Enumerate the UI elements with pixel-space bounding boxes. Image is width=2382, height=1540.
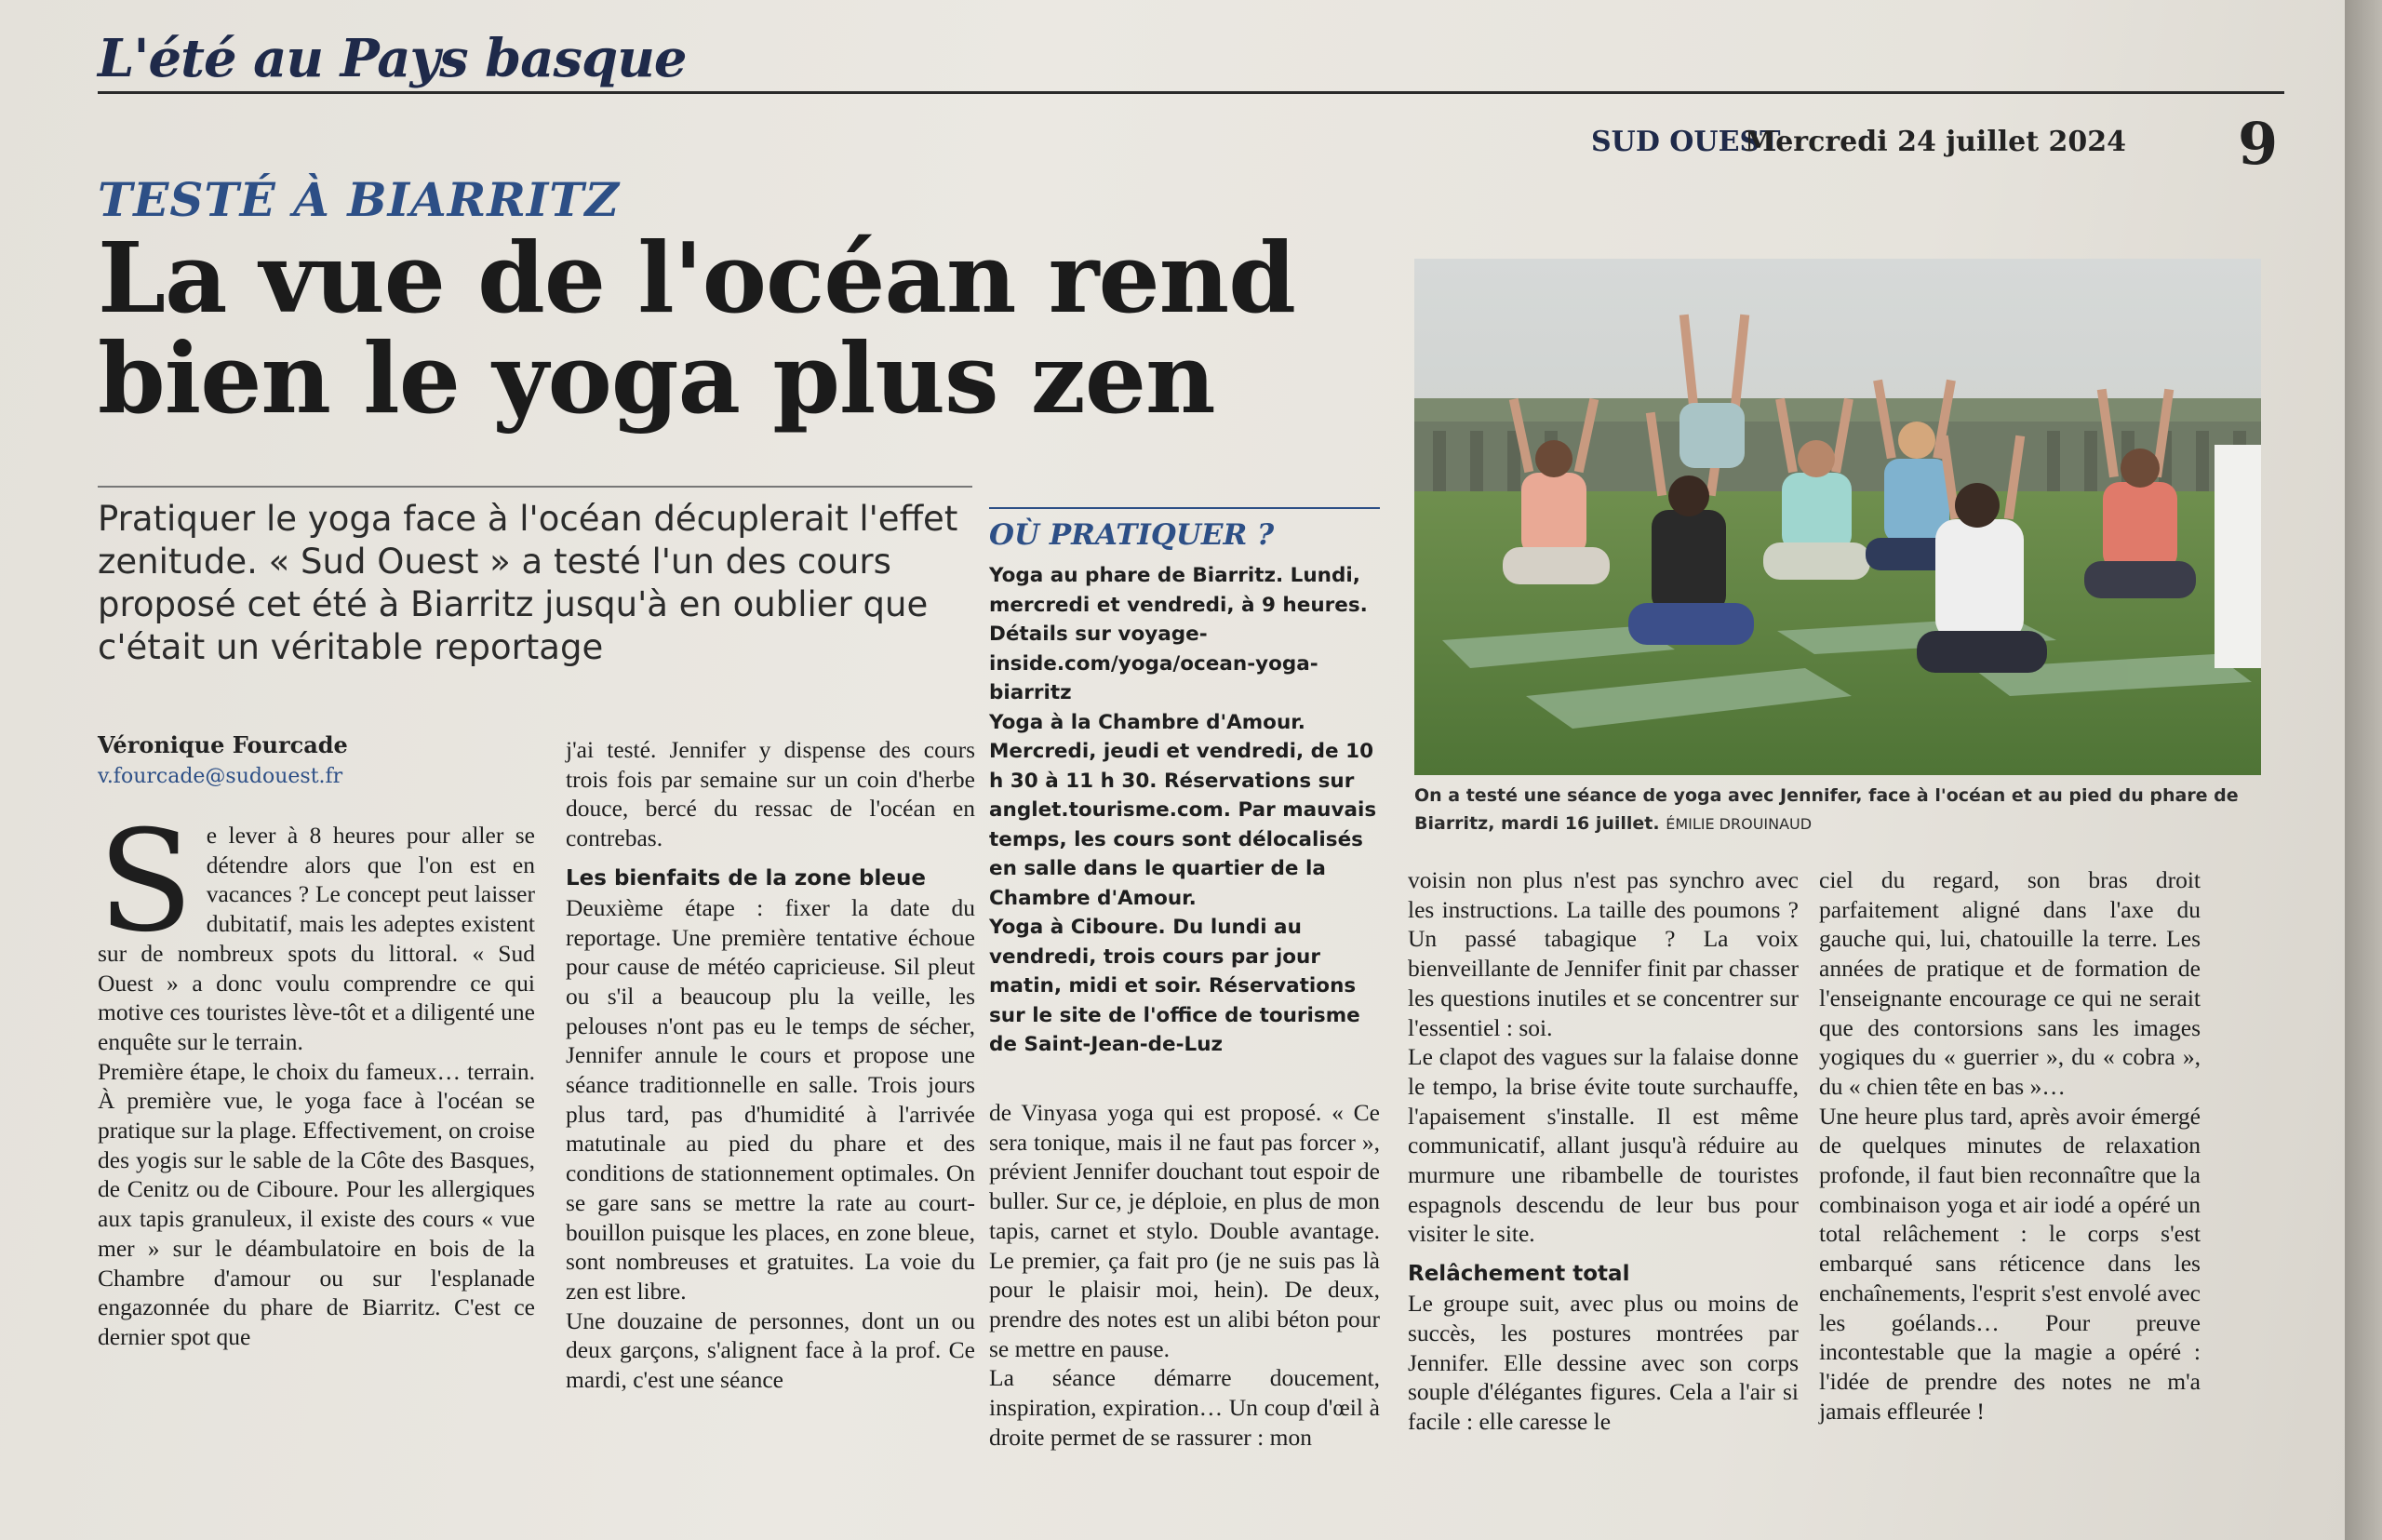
body-column-4	[1408, 865, 1799, 1437]
drop-cap: S	[98, 801, 194, 963]
paragraph: Une heure plus tard, après avoir émergé de quelques minutes de relaxation profonde, il faut bien reconnaître que la combinaison yoga et air iodé a opéré un total relâchement : le corps s'est embarqué sans réticence dans les enchaînements, l'esprit s'est envolé avec les goélands… Pour preuve incontestable que la magie a opéré : l'idée de prendre des notes ne m'a jamais effleurée !	[1819, 1102, 2201, 1425]
article-lead: Pratiquer le yoga face à l'océan décuplerait l'effet zenitude. « Sud Ouest » a testé l'un des cours proposé cet été à Biarritz jusqu'à en oublier que c'était un véritable reportage	[98, 499, 958, 667]
info-box-title: OÙ PRATIQUER ?	[989, 507, 1380, 552]
info-box	[989, 507, 1380, 1060]
article-headline: La vue de l'océan rend bien le yoga plus zen	[98, 221, 1295, 435]
photo-credit: ÉMILIE DROUINAUD	[1666, 815, 1813, 833]
photo-caption	[1414, 782, 2261, 838]
section-title: L'été au Pays basque	[98, 28, 687, 89]
info-item: Yoga au phare de Biarritz. Lundi, mercredi et vendredi, à 9 heures. Détails sur voyage-inside.com/yoga/ocean-yoga-biarritz	[989, 564, 1368, 704]
page-edge	[2345, 0, 2382, 1540]
paragraph: ciel du regard, son bras droit parfaitement aligné dans l'axe du gauche qui, lui, chatouille la terre. Les années de pratique et de formation de l'enseignante encourage ce qui ne serait que des contorsions sans les images yogiques du « guerrier », du « cobra », du « chien tête en bas »…	[1819, 866, 2201, 1100]
body-column-2	[566, 735, 975, 1395]
paragraph: de Vinyasa yoga qui est proposé. « Ce sera tonique, mais il ne faut pas forcer », prévient Jennifer douchant tout espoir de buller. Sur ce, je déploie, en plus de mon tapis, carnet et stylo. Double avantage. Le premier, ça fait pro (je ne suis pas là pour le plaisir moi, hein). De deux, prendre des notes est un alibi béton pour se mettre en pause.	[989, 1099, 1380, 1362]
body-column-5	[1819, 865, 2201, 1426]
paragraph: Une douzaine de personnes, dont un ou deux garçons, s'alignent face à la prof. Ce mardi, c'est une séance	[566, 1306, 975, 1394]
paragraph: j'ai testé. Jennifer y dispense des cours trois fois par semaine sur un coin d'herbe douce, bercé du ressac de l'océan en contrebas.	[566, 736, 975, 852]
subheading: Relâchement total	[1408, 1262, 1630, 1287]
paragraph: La séance démarre doucement, inspiration, expiration… Un coup d'œil à droite permet de se rassurer : mon	[989, 1364, 1380, 1451]
paragraph: Deuxième étape : fixer la date du reportage. Une première tentative échoue pour cause de météo capricieuse. Sil pleut ou s'il a beaucoup plu la veille, les pelouses n'ont pas eu le temps de sécher, Jennifer annule le cours et propose une séance traditionnelle en salle. Trois jours plus tard, pas d'humidité à l'arrivée matutinale au pied du phare et des conditions de stationnement optimales. On se gare sans se mettre la rate au court-bouillon puisque les places, en zone bleue, sont nombreuses et gratuites. La voie du zen est libre.	[566, 893, 975, 1305]
header-rule	[98, 91, 2284, 94]
paragraph: e lever à 8 heures pour aller se détendre alors que l'on est en vacances ? Le concept peut laisser dubitatif, mais les adeptes existent sur de nombreux spots du littoral. « Sud Ouest » a donc voulu comprendre ce qui motive ces touristes lève-tôt et a diligenté une enquête sur le terrain.	[98, 822, 535, 1055]
paragraph: Le clapot des vagues sur la falaise donne le tempo, la brise évite toute surchauffe, l'apaisement s'installe. Il est même communicatif, allant jusqu'à réduire au murmure une ribambelle de touristes espagnols descendu de leur bus pour visiter le site.	[1408, 1043, 1799, 1248]
author-email[interactable]: v.fourcade@sudouest.fr	[98, 765, 343, 788]
caption-text: On a testé une séance de yoga avec Jennifer, face à l'océan et au pied du phare de Biarritz, mardi 16 juillet.	[1414, 785, 2239, 834]
page-number: 9	[2238, 110, 2279, 178]
article-kicker: TESTÉ À BIARRITZ	[98, 172, 620, 227]
paragraph: Première étape, le choix du fameux… terrain. À première vue, le yoga face à l'océan se pratique sur la plage. Effectivement, on croise des yogis sur le sable de la Côte des Basques, de Cenitz ou de Ciboure. Pour les allergiques aux tapis granuleux, il existe des cours « vue mer » sur le déambulatoire en bois de la Chambre d'amour ou sur l'esplanade engazonnée du phare de Biarritz. C'est ce dernier spot que	[98, 1057, 535, 1350]
info-item: Yoga à la Chambre d'Amour. Mercredi, jeudi et vendredi, de 10 h 30 à 11 h 30. Réservations sur anglet.tourisme.com. Par mauvais temps, les cours sont délocalisés en salle dans le quartier de la Chambre d'Amour.	[989, 710, 1377, 910]
yoga-class-photo	[1414, 259, 2261, 775]
newspaper-name: SUD OUEST	[1591, 126, 1781, 158]
body-column-3	[989, 1098, 1380, 1452]
subheading: Les bienfaits de la zone bleue	[566, 865, 926, 891]
paragraph: voisin non plus n'est pas synchro avec les instructions. La taille des poumons ? Un passé tabagique ? La voix bienveillante de Jennifer finit par chasser les questions inutiles et se concentrer sur l'essentiel : soi.	[1408, 866, 1799, 1041]
headline-rule	[98, 486, 972, 488]
body-column-1	[98, 801, 535, 1352]
paragraph: Le groupe suit, avec plus ou moins de succès, les postures montrées par Jennifer. Elle dessine avec son corps souple d'élégantes figures. Cela a l'air si facile : elle caresse le	[1408, 1290, 1799, 1435]
issue-date: Mercredi 24 juillet 2024	[1745, 126, 2127, 158]
info-box-body	[989, 561, 1380, 1060]
author-name: Véronique Fourcade	[98, 731, 348, 758]
info-item: Yoga à Ciboure. Du lundi au vendredi, trois cours par jour matin, midi et soir. Réservations sur le site de l'office de tourisme de Saint-Jean-de-Luz	[989, 916, 1360, 1056]
